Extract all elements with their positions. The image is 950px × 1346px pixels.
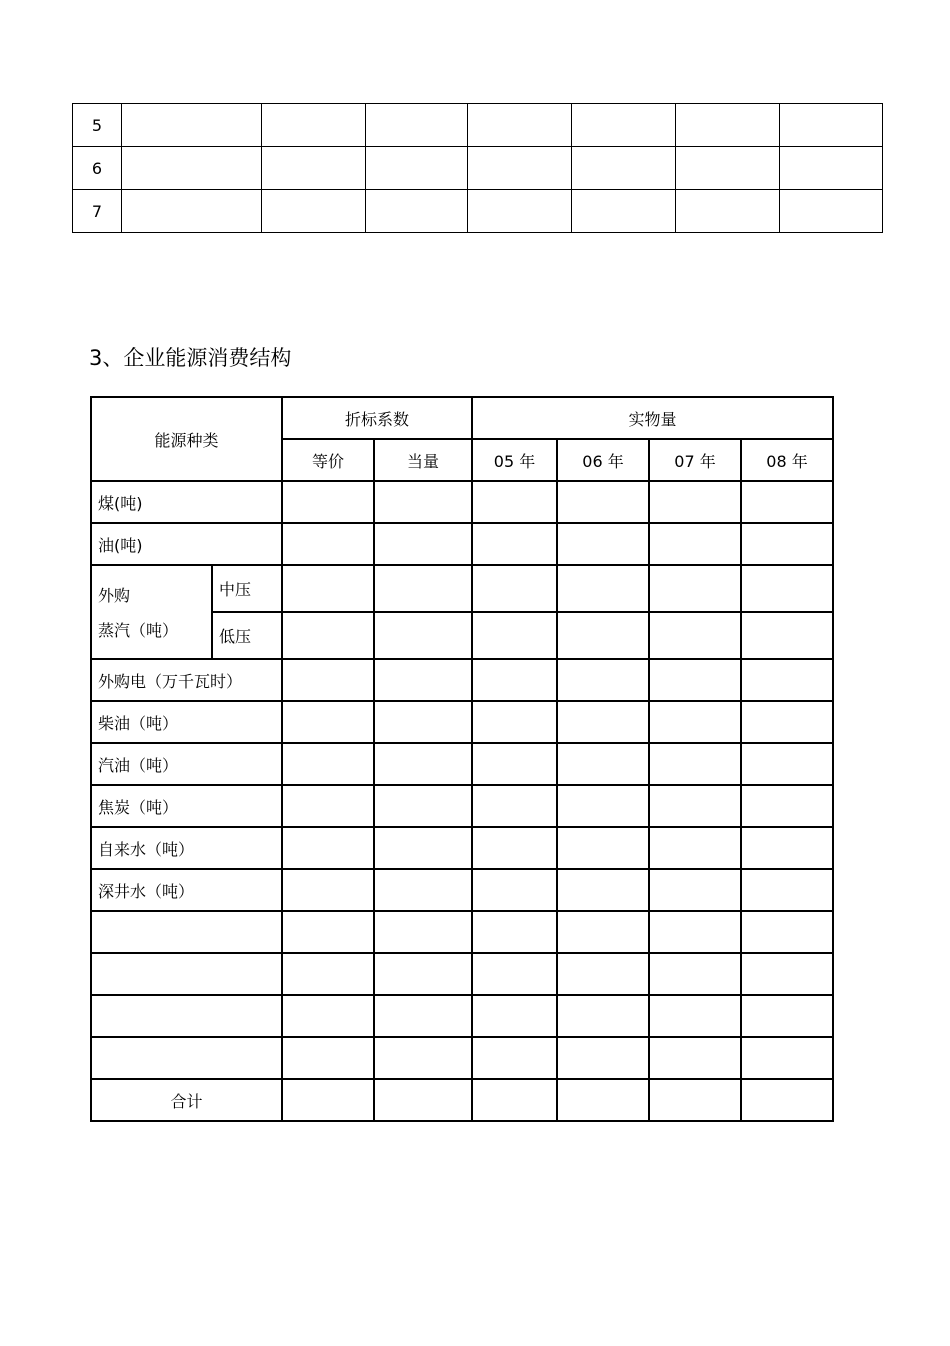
row-number: 6 [73,147,122,190]
table-cell[interactable] [282,743,374,785]
row-number: 7 [73,190,122,233]
row-label-well-water: 深井水（吨） [91,869,282,911]
row-label-steam-bottom: 蒸汽（吨） [91,612,212,659]
table-cell[interactable] [557,659,649,701]
row-label-coal: 煤(吨) [91,481,282,523]
table-cell[interactable] [557,612,649,659]
table-cell[interactable] [282,565,374,612]
table-cell[interactable] [741,869,833,911]
table-cell[interactable] [374,659,472,701]
table-cell[interactable] [472,701,557,743]
table-cell[interactable] [572,147,676,190]
table-cell[interactable] [374,565,472,612]
table-cell[interactable] [472,523,557,565]
table-cell[interactable] [649,701,741,743]
table-cell[interactable] [649,911,741,953]
table-cell[interactable] [282,659,374,701]
table-cell[interactable] [282,481,374,523]
table-cell[interactable] [557,701,649,743]
table-cell[interactable] [374,911,472,953]
table-cell[interactable] [282,612,374,659]
table-cell[interactable] [741,523,833,565]
table-cell[interactable] [282,827,374,869]
table-cell[interactable] [741,612,833,659]
table-row [91,743,833,785]
table-cell[interactable] [557,953,649,995]
table-cell[interactable] [374,785,472,827]
table-cell[interactable] [649,995,741,1037]
table-cell[interactable] [557,827,649,869]
table-cell[interactable] [282,1079,374,1121]
table-cell[interactable] [374,995,472,1037]
continuation-table [72,103,883,233]
table-cell[interactable] [472,743,557,785]
table-cell[interactable] [557,911,649,953]
table-cell[interactable] [649,659,741,701]
table-cell[interactable] [557,869,649,911]
table-cell[interactable] [741,995,833,1037]
table-cell[interactable] [374,953,472,995]
table-cell[interactable] [282,701,374,743]
header-year-06: 06 年 [557,439,649,481]
table-row [91,612,833,659]
table-cell[interactable] [780,190,883,233]
table-cell[interactable] [365,147,468,190]
table-cell[interactable] [468,104,572,147]
header-physical-quantity: 实物量 [472,397,833,439]
table-cell[interactable] [741,785,833,827]
table-cell[interactable] [121,190,261,233]
row-label-electricity: 外购电（万千瓦时） [91,659,282,701]
table-cell[interactable] [676,147,780,190]
table-cell[interactable] [365,190,468,233]
table-cell[interactable] [676,190,780,233]
table-cell[interactable] [282,911,374,953]
table-cell[interactable] [557,565,649,612]
table-row [91,481,833,523]
table-cell[interactable] [282,869,374,911]
table-row [73,190,883,233]
table-cell[interactable] [780,104,883,147]
table-cell[interactable] [741,659,833,701]
table-cell[interactable] [649,1079,741,1121]
table-cell[interactable] [472,827,557,869]
table-cell[interactable] [472,1037,557,1079]
row-label-steam-medium: 中压 [212,565,282,612]
table-cell[interactable] [472,911,557,953]
table-row [91,827,833,869]
table-cell[interactable] [374,1079,472,1121]
table-cell[interactable] [741,911,833,953]
table-cell[interactable] [374,743,472,785]
table-cell[interactable] [91,995,282,1037]
table-cell[interactable] [282,995,374,1037]
table-cell[interactable] [472,612,557,659]
row-label-total: 合计 [91,1079,282,1121]
table-cell[interactable] [649,612,741,659]
table-cell[interactable] [282,1037,374,1079]
table-cell[interactable] [741,827,833,869]
table-cell[interactable] [472,1079,557,1121]
table-cell[interactable] [780,147,883,190]
table-cell[interactable] [472,953,557,995]
table-cell[interactable] [649,1037,741,1079]
table-cell[interactable] [472,785,557,827]
table-cell[interactable] [649,565,741,612]
table-cell[interactable] [468,147,572,190]
table-cell[interactable] [374,481,472,523]
table-row [73,104,883,147]
header-coefficient: 折标系数 [282,397,472,439]
table-cell[interactable] [572,190,676,233]
table-cell[interactable] [741,743,833,785]
table-cell[interactable] [91,953,282,995]
header-energy-type: 能源种类 [91,397,282,481]
table-cell[interactable] [676,104,780,147]
table-row [91,995,833,1037]
table-cell[interactable] [649,743,741,785]
table-cell[interactable] [741,1037,833,1079]
table-cell[interactable] [261,190,365,233]
table-cell[interactable] [557,523,649,565]
table-cell[interactable] [472,481,557,523]
table-row [91,523,833,565]
table-cell[interactable] [649,785,741,827]
table-cell[interactable] [374,1037,472,1079]
table-cell[interactable] [374,701,472,743]
table-cell[interactable] [282,785,374,827]
header-year-07: 07 年 [649,439,741,481]
table-cell[interactable] [572,104,676,147]
table-cell[interactable] [741,481,833,523]
table-cell[interactable] [91,911,282,953]
row-label-diesel: 柴油（吨） [91,701,282,743]
row-label-oil: 油(吨) [91,523,282,565]
table-cell[interactable] [282,953,374,995]
table-cell[interactable] [365,104,468,147]
table-cell[interactable] [261,104,365,147]
table-cell[interactable] [282,523,374,565]
table-cell[interactable] [741,1079,833,1121]
table-cell[interactable] [649,827,741,869]
table-row [91,869,833,911]
row-label-coke: 焦炭（吨） [91,785,282,827]
table-cell[interactable] [741,565,833,612]
table-cell[interactable] [121,147,261,190]
table-cell[interactable] [374,523,472,565]
table-cell[interactable] [557,995,649,1037]
table-cell[interactable] [741,953,833,995]
header-year-05: 05 年 [472,439,557,481]
table-cell[interactable] [649,953,741,995]
table-cell[interactable] [374,827,472,869]
header-equivalent-value: 等价 [282,439,374,481]
table-cell[interactable] [741,701,833,743]
table-cell[interactable] [557,785,649,827]
table-row [91,565,833,612]
total-row [91,1079,833,1121]
table-cell[interactable] [557,481,649,523]
table-cell[interactable] [557,1037,649,1079]
row-label-steam-top: 外购 [91,565,212,612]
table-cell[interactable] [557,1079,649,1121]
table-cell[interactable] [374,612,472,659]
table-cell[interactable] [649,523,741,565]
table-row [91,1037,833,1079]
table-row [91,911,833,953]
header-row [91,397,833,439]
table-cell[interactable] [472,995,557,1037]
row-label-gasoline: 汽油（吨） [91,743,282,785]
table-cell[interactable] [91,1037,282,1079]
table-row [91,953,833,995]
table-cell[interactable] [472,659,557,701]
energy-consumption-table [90,396,834,1122]
table-cell[interactable] [121,104,261,147]
table-cell[interactable] [649,869,741,911]
table-row [91,701,833,743]
table-cell[interactable] [261,147,365,190]
row-number: 5 [73,104,122,147]
table-cell[interactable] [649,481,741,523]
section-heading: 3、企业能源消费结构 [89,346,292,370]
table-row [73,147,883,190]
row-label-tap-water: 自来水（吨） [91,827,282,869]
table-cell[interactable] [468,190,572,233]
table-row [91,659,833,701]
table-cell[interactable] [374,869,472,911]
header-year-08: 08 年 [741,439,833,481]
table-cell[interactable] [472,565,557,612]
table-cell[interactable] [472,869,557,911]
row-label-steam-low: 低压 [212,612,282,659]
table-cell[interactable] [557,743,649,785]
header-equivalent-quantity: 当量 [374,439,472,481]
table-row [91,785,833,827]
